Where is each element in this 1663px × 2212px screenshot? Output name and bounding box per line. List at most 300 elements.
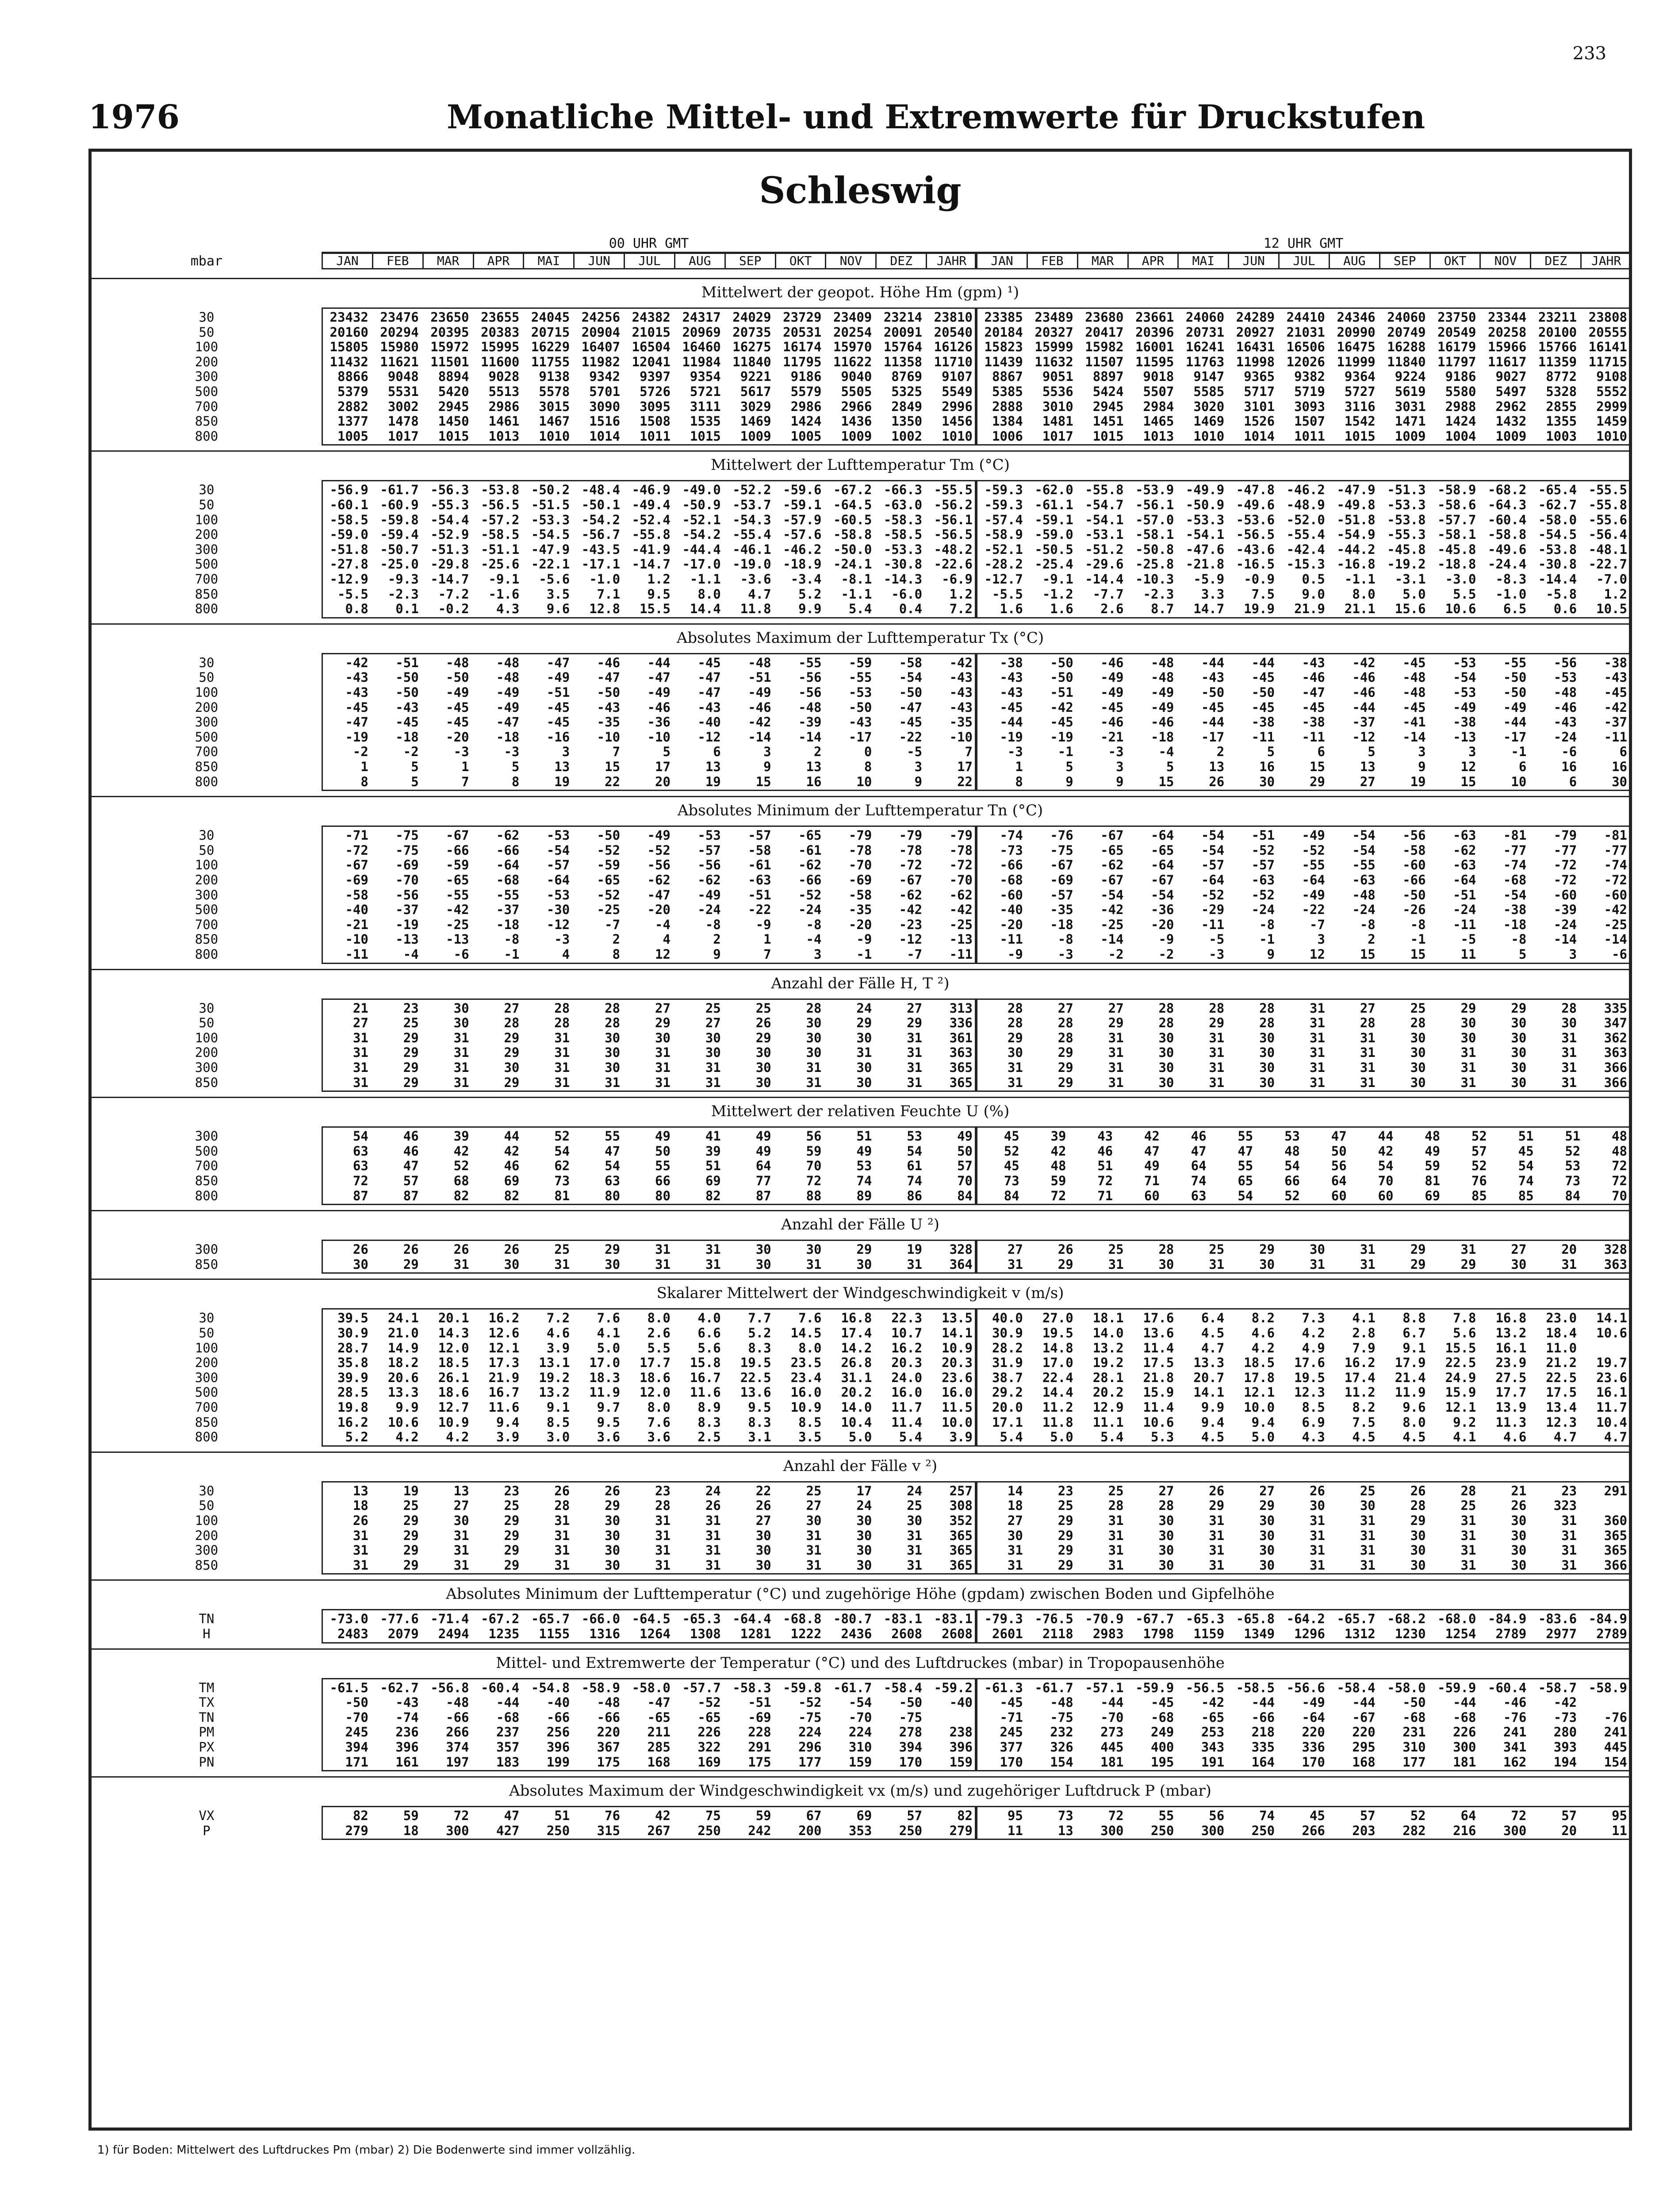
table-cell: 31 [1209,1543,1225,1558]
table-cell: 300 [1453,1739,1476,1755]
table-cell: -2.3 [1143,586,1174,602]
table-cell: 8.0 [1352,586,1376,602]
table-cell: -76.5 [1035,1611,1073,1627]
table-cell: 22.5 [740,1370,771,1385]
table-cell: 374 [446,1739,469,1755]
table-cell: -70 [345,1709,368,1725]
table-cell: 13 [353,1483,368,1498]
table-cell: -56 [1553,655,1577,670]
table-cell: 9.9 [798,601,822,617]
table-cell: 26 [1058,1242,1073,1257]
table-row [92,828,1629,842]
table-cell: 30 [1410,1075,1426,1090]
table-cell: 364 [949,1256,973,1272]
table-cell: 30 [856,1256,872,1272]
table-cell: 20927 [1236,324,1275,340]
table-cell: -80.7 [833,1611,872,1627]
table-cell: 5.2 [748,1325,771,1340]
table-cell: 2999 [1596,399,1627,414]
table-cell: 10 [856,774,872,789]
table-cell: 9028 [488,369,520,384]
table-cell: 2986 [488,399,520,414]
table-cell: 30 [1158,1030,1174,1045]
table-cell: 365 [949,1557,973,1573]
table-cell: 211 [647,1724,671,1740]
table-cell: -62 [496,828,520,843]
table-cell: -59.0 [330,527,368,542]
table-cell: 12.3 [1294,1385,1325,1400]
table-cell: 396 [949,1739,973,1755]
table-cell: -35 [848,902,872,918]
table-cell: -58.9 [984,527,1023,542]
table-row [92,1311,1629,1325]
table-row [92,1326,1629,1340]
table-cell: 9 [1065,774,1073,789]
table-cell: 1015 [1344,428,1376,444]
table-cell: -50 [395,670,419,685]
table-cell: -68 [1150,1709,1174,1725]
table-cell: 1459 [1596,414,1627,429]
table-cell: -4 [403,946,419,962]
row-label: 300 [195,1060,218,1075]
table-cell: 10.4 [841,1414,872,1430]
table-cell: 228 [748,1724,771,1740]
table-cell: -43 [1201,670,1225,685]
table-cell: 9 [713,946,721,962]
table-cell: -61 [748,857,771,873]
table-cell: 31 [1360,1256,1376,1272]
table-cell: 2436 [841,1626,872,1641]
table-row [92,414,1629,428]
table-cell: 29 [856,1015,872,1031]
table-row [92,918,1629,932]
row-label: 50 [199,1015,215,1031]
table-cell: 1 [763,932,771,947]
table-cell: -26 [1402,902,1426,918]
table-cell: 1014 [589,428,621,444]
table-cell: -66.0 [581,1611,621,1627]
table-cell: 2962 [1495,399,1527,414]
table-cell: 24382 [632,310,671,325]
table-cell: -47 [697,670,721,685]
table-cell: -53.8 [1538,541,1577,557]
table-cell: -55.4 [732,527,771,542]
table-cell: 1.2 [1604,586,1627,602]
table-row [92,947,1629,961]
table-cell: 23.6 [942,1370,973,1385]
table-cell: 56 [806,1129,822,1144]
table-cell: -56.1 [934,512,973,527]
table-cell: 48 [1050,1158,1066,1174]
table-cell: 3.0 [546,1429,570,1445]
table-cell: 3116 [1344,399,1376,414]
table-row [92,730,1629,744]
table-cell: 20555 [1588,324,1627,340]
section-3 [92,796,1629,968]
table-cell: -44 [1352,699,1376,715]
table-cell: 22 [605,774,621,789]
table-cell: -8 [1058,932,1073,947]
table-cell: -19.0 [732,557,771,572]
table-cell: 63 [605,1173,621,1188]
row-label: 850 [195,414,218,429]
month-header-jahr-00: JAHR [927,254,977,268]
table-cell: 71 [1144,1173,1160,1188]
table-row [92,1001,1629,1015]
table-cell: 9107 [942,369,973,384]
table-cell: 39 [453,1129,469,1144]
row-label: 30 [199,310,215,325]
table-cell: 2983 [1092,1626,1124,1641]
month-header-jun-12: JUN [1229,254,1280,268]
table-cell: 5 [663,744,671,760]
table-cell: -54.5 [531,527,570,542]
table-cell: 30 [1511,1528,1527,1543]
table-cell: 66 [655,1173,671,1188]
table-cell: -35 [1050,902,1073,918]
table-cell: 9 [1418,759,1426,774]
table-cell: 48 [1612,1129,1627,1144]
table-cell: 1003 [1546,428,1577,444]
table-cell: -81 [1604,828,1627,843]
table-cell: -18.8 [1437,557,1476,572]
table-cell: 15999 [1035,339,1073,355]
table-cell: -49 [1100,684,1124,700]
table-cell: 16.7 [690,1370,721,1385]
table-row [92,1558,1629,1572]
table-cell: -49.9 [1185,482,1225,498]
table-cell: -71 [1000,1709,1023,1725]
table-cell: 8 [511,774,520,789]
table-cell: 31 [453,1557,469,1573]
table-cell: 8.7 [1150,601,1174,617]
table-cell: -25 [597,902,621,918]
table-cell: -57 [748,828,771,843]
table-cell: -4 [1158,744,1174,760]
table-cell: 31 [353,1030,368,1045]
section-title: Skalarer Mittelwert der Windgeschwindigkeit v (m/s) [656,1284,1064,1302]
table-cell: 45 [1004,1129,1019,1144]
row-label: 30 [199,482,215,498]
table-cell: -48 [446,655,469,670]
table-cell: 25 [755,1000,771,1016]
table-cell: 49 [755,1129,771,1144]
table-cell: 66 [1284,1173,1300,1188]
table-cell: 86 [907,1188,923,1203]
table-cell: 31 [1561,1075,1577,1090]
table-cell: 29 [403,1513,419,1528]
table-cell: 9382 [1294,369,1325,384]
row-label: 300 [195,1242,218,1257]
table-cell: 17.6 [1143,1310,1174,1326]
table-cell: 191 [1201,1754,1225,1770]
table-cell: 14.1 [1596,1310,1627,1326]
table-cell: 17 [655,759,671,774]
table-cell: -29.6 [1085,557,1124,572]
table-cell: 170 [1000,1754,1023,1770]
table-cell: -59.0 [1035,527,1073,542]
table-cell: 39 [705,1143,721,1159]
table-cell: 164 [1251,1754,1275,1770]
table-cell: 1230 [1395,1626,1426,1641]
table-cell: -50.7 [380,541,419,557]
table-cell: -53 [546,887,570,902]
table-cell: 31 [1007,1543,1023,1558]
table-cell: 26 [1511,1498,1527,1513]
table-cell: 31 [554,1030,570,1045]
table-cell: -13 [949,932,973,947]
table-cell: 27 [1360,774,1376,789]
row-label: 300 [195,541,218,557]
table-cell: -50 [1201,684,1225,700]
table-cell: 35.8 [337,1355,368,1371]
table-cell: 203 [1352,1823,1376,1838]
table-cell: 72 [1108,1808,1124,1824]
table-cell: -25.8 [1135,557,1174,572]
table-cell: -50.2 [531,482,570,498]
table-cell: 15 [1309,759,1325,774]
table-cell: 10.0 [1244,1399,1275,1415]
header-00-utc [322,236,976,270]
table-cell: 31 [655,1543,671,1558]
table-cell: -55 [446,887,469,902]
table-cell: -25 [446,917,469,932]
table-cell: 30 [1460,1015,1476,1031]
table-cell: -65.7 [1337,1611,1376,1627]
table-cell: -43 [848,714,872,730]
table-cell: -51 [748,1695,771,1710]
table-cell: 31 [655,1242,671,1257]
table-cell: 20.6 [387,1370,419,1385]
table-cell: 31 [705,1513,721,1528]
table-cell: -54 [848,1695,872,1710]
station-name: Schleswig [759,169,962,212]
table-cell: -46 [1553,699,1577,715]
table-cell: 31 [1460,1513,1476,1528]
table-cell: 282 [1402,1823,1426,1838]
table-cell: 16.2 [337,1414,368,1430]
table-cell: -1 [856,946,872,962]
table-cell: 24317 [682,310,721,325]
table-cell: -64 [1201,872,1225,887]
section-title: Absolutes Maximum der Lufttemperatur Tx (°C) [676,629,1044,647]
table-cell: 47 [1238,1143,1253,1159]
table-cell: 30 [605,1256,621,1272]
table-cell: -54 [1100,887,1124,902]
table-cell: 16407 [581,339,621,355]
table-cell: -11 [1453,917,1476,932]
table-cell: 5.0 [848,1429,872,1445]
table-cell: -73 [1553,1709,1577,1725]
row-label: 500 [195,1143,218,1159]
table-cell: 216 [1453,1823,1476,1838]
table-cell: 3093 [1294,399,1325,414]
table-cell: -52 [597,842,621,858]
table-cell: -57 [1251,857,1275,873]
table-cell: -48 [1402,684,1426,700]
table-cell: -57 [1201,857,1225,873]
table-cell: 257 [949,1483,973,1498]
table-cell: 9186 [790,369,822,384]
table-cell: 8.3 [697,1414,721,1430]
table-row [92,527,1629,541]
table-cell: 16001 [1135,339,1174,355]
table-cell: -47 [899,699,923,715]
table-cell: -42 [1604,902,1627,918]
table-cell: 30 [353,1256,368,1272]
table-cell: -65.3 [1185,1611,1225,1627]
table-row [92,1755,1629,1769]
table-cell: -42 [949,655,973,670]
table-cell: 6 [1317,744,1325,760]
table-row [92,340,1629,354]
month-header-mar-12: MAR [1078,254,1129,268]
table-cell: 46 [504,1158,520,1174]
table-cell: 30 [856,1030,872,1045]
table-cell: -43 [1000,670,1023,685]
table-cell: 18.5 [1244,1355,1275,1371]
table-cell: -47 [647,887,671,902]
table-cell: 278 [899,1724,923,1740]
table-cell: 46 [403,1143,419,1159]
table-cell: 13.2 [1092,1340,1124,1356]
table-cell: 1281 [740,1626,771,1641]
table-cell: 9.4 [1251,1414,1275,1430]
table-cell: -50 [395,684,419,700]
table-cell: 31 [655,1513,671,1528]
table-cell: 175 [597,1754,621,1770]
table-cell: 400 [1150,1739,1174,1755]
table-cell: 64 [1191,1158,1207,1174]
table-cell: -69 [1050,872,1073,887]
group-label-12: 12 UHR GMT [976,236,1631,253]
table-cell: 44 [1378,1129,1394,1144]
table-cell: 28 [1360,1015,1376,1031]
table-cell: -48 [748,655,771,670]
table-cell: 21015 [632,324,671,340]
table-cell: -43 [395,1695,419,1710]
table-cell: -14 [1100,932,1124,947]
table-cell: -24 [1553,917,1577,932]
table-cell: 68 [453,1173,469,1188]
table-cell: 2789 [1495,1626,1527,1641]
table-cell: 323 [1553,1498,1577,1513]
table-cell: -56.6 [1286,1680,1325,1695]
table-cell: 24029 [732,310,771,325]
table-cell: 84 [957,1188,973,1203]
table-cell: 19.2 [539,1370,570,1385]
table-cell: -49 [1150,699,1174,715]
table-cell: -56.8 [430,1680,469,1695]
table-cell: 5.4 [1100,1429,1124,1445]
table-cell: 6 [1619,744,1627,760]
table-cell: 15.5 [1445,1340,1476,1356]
table-cell: 59 [1050,1173,1066,1188]
table-cell: -9 [856,932,872,947]
table-cell: -59.4 [380,527,419,542]
table-cell: -19 [1050,729,1073,745]
table-header [92,236,1629,270]
table-cell: 9.6 [546,601,570,617]
table-cell: 154 [1050,1754,1073,1770]
table-cell: -49.0 [682,482,721,498]
table-cell: -3 [504,744,520,760]
table-cell: 7.5 [1352,1414,1376,1430]
table-cell: 30 [1561,1015,1577,1031]
table-cell: -73 [1000,842,1023,858]
table-cell: 1296 [1294,1626,1325,1641]
table-cell: -25.6 [481,557,520,572]
table-cell: -52 [798,1695,822,1710]
table-cell: -3 [1007,744,1023,760]
table-cell: 8.9 [697,1399,721,1415]
table-cell: -49 [748,684,771,700]
table-cell: 3 [813,946,822,962]
table-cell: 26 [1410,1483,1426,1498]
table-cell: -62.7 [1538,497,1577,512]
table-cell: -45 [1402,655,1426,670]
table-cell: 27 [1259,1483,1275,1498]
table-cell: -40 [1000,902,1023,918]
table-cell: 54 [907,1143,923,1159]
table-cell: 300 [1100,1823,1124,1838]
table-cell: 29 [504,1045,520,1060]
table-cell: -2 [403,744,419,760]
table-row [92,1484,1629,1498]
row-label: 500 [195,902,218,918]
section-5 [92,1097,1629,1210]
table-cell: -43 [949,699,973,715]
table-cell: -74 [1503,857,1527,873]
table-cell: -49 [647,828,671,843]
table-cell: 0.5 [1302,571,1325,587]
table-cell: -61.3 [984,1680,1023,1695]
table-cell: 20.0 [992,1399,1023,1415]
table-cell: 8.2 [1352,1399,1376,1415]
table-cell: 18 [1007,1498,1023,1513]
table-cell: -67 [899,872,923,887]
table-row [92,670,1629,684]
table-cell: -53 [546,828,570,843]
table-cell: 26 [453,1242,469,1257]
table-cell: 335 [1604,1000,1627,1016]
table-cell: -64.5 [632,1611,671,1627]
table-cell: 29 [1209,1498,1225,1513]
table-cell: 20417 [1085,324,1124,340]
table-cell: 31 [907,1528,923,1543]
table-cell: -55.8 [1085,482,1124,498]
table-cell: -64 [546,872,570,887]
table-cell: -0.9 [1244,571,1275,587]
table-cell: 335 [1251,1739,1275,1755]
table-cell: 31 [453,1256,469,1272]
table-cell: 30 [755,1557,771,1573]
table-cell: -59.8 [380,512,419,527]
table-cell: -78 [899,842,923,858]
table-cell: -45 [546,714,570,730]
table-cell: 49 [655,1129,671,1144]
table-cell: 31 [1108,1060,1124,1075]
table-cell: 16 [1612,759,1627,774]
table-cell: 69 [856,1808,872,1824]
table-cell: 31 [1209,1528,1225,1543]
table-cell: 23680 [1085,310,1124,325]
table-cell: 85 [1471,1188,1487,1203]
table-cell: -73.0 [330,1611,368,1627]
table-cell: -66 [1402,872,1426,887]
table-cell: 47 [1191,1143,1207,1159]
table-cell: 18.6 [438,1385,469,1400]
